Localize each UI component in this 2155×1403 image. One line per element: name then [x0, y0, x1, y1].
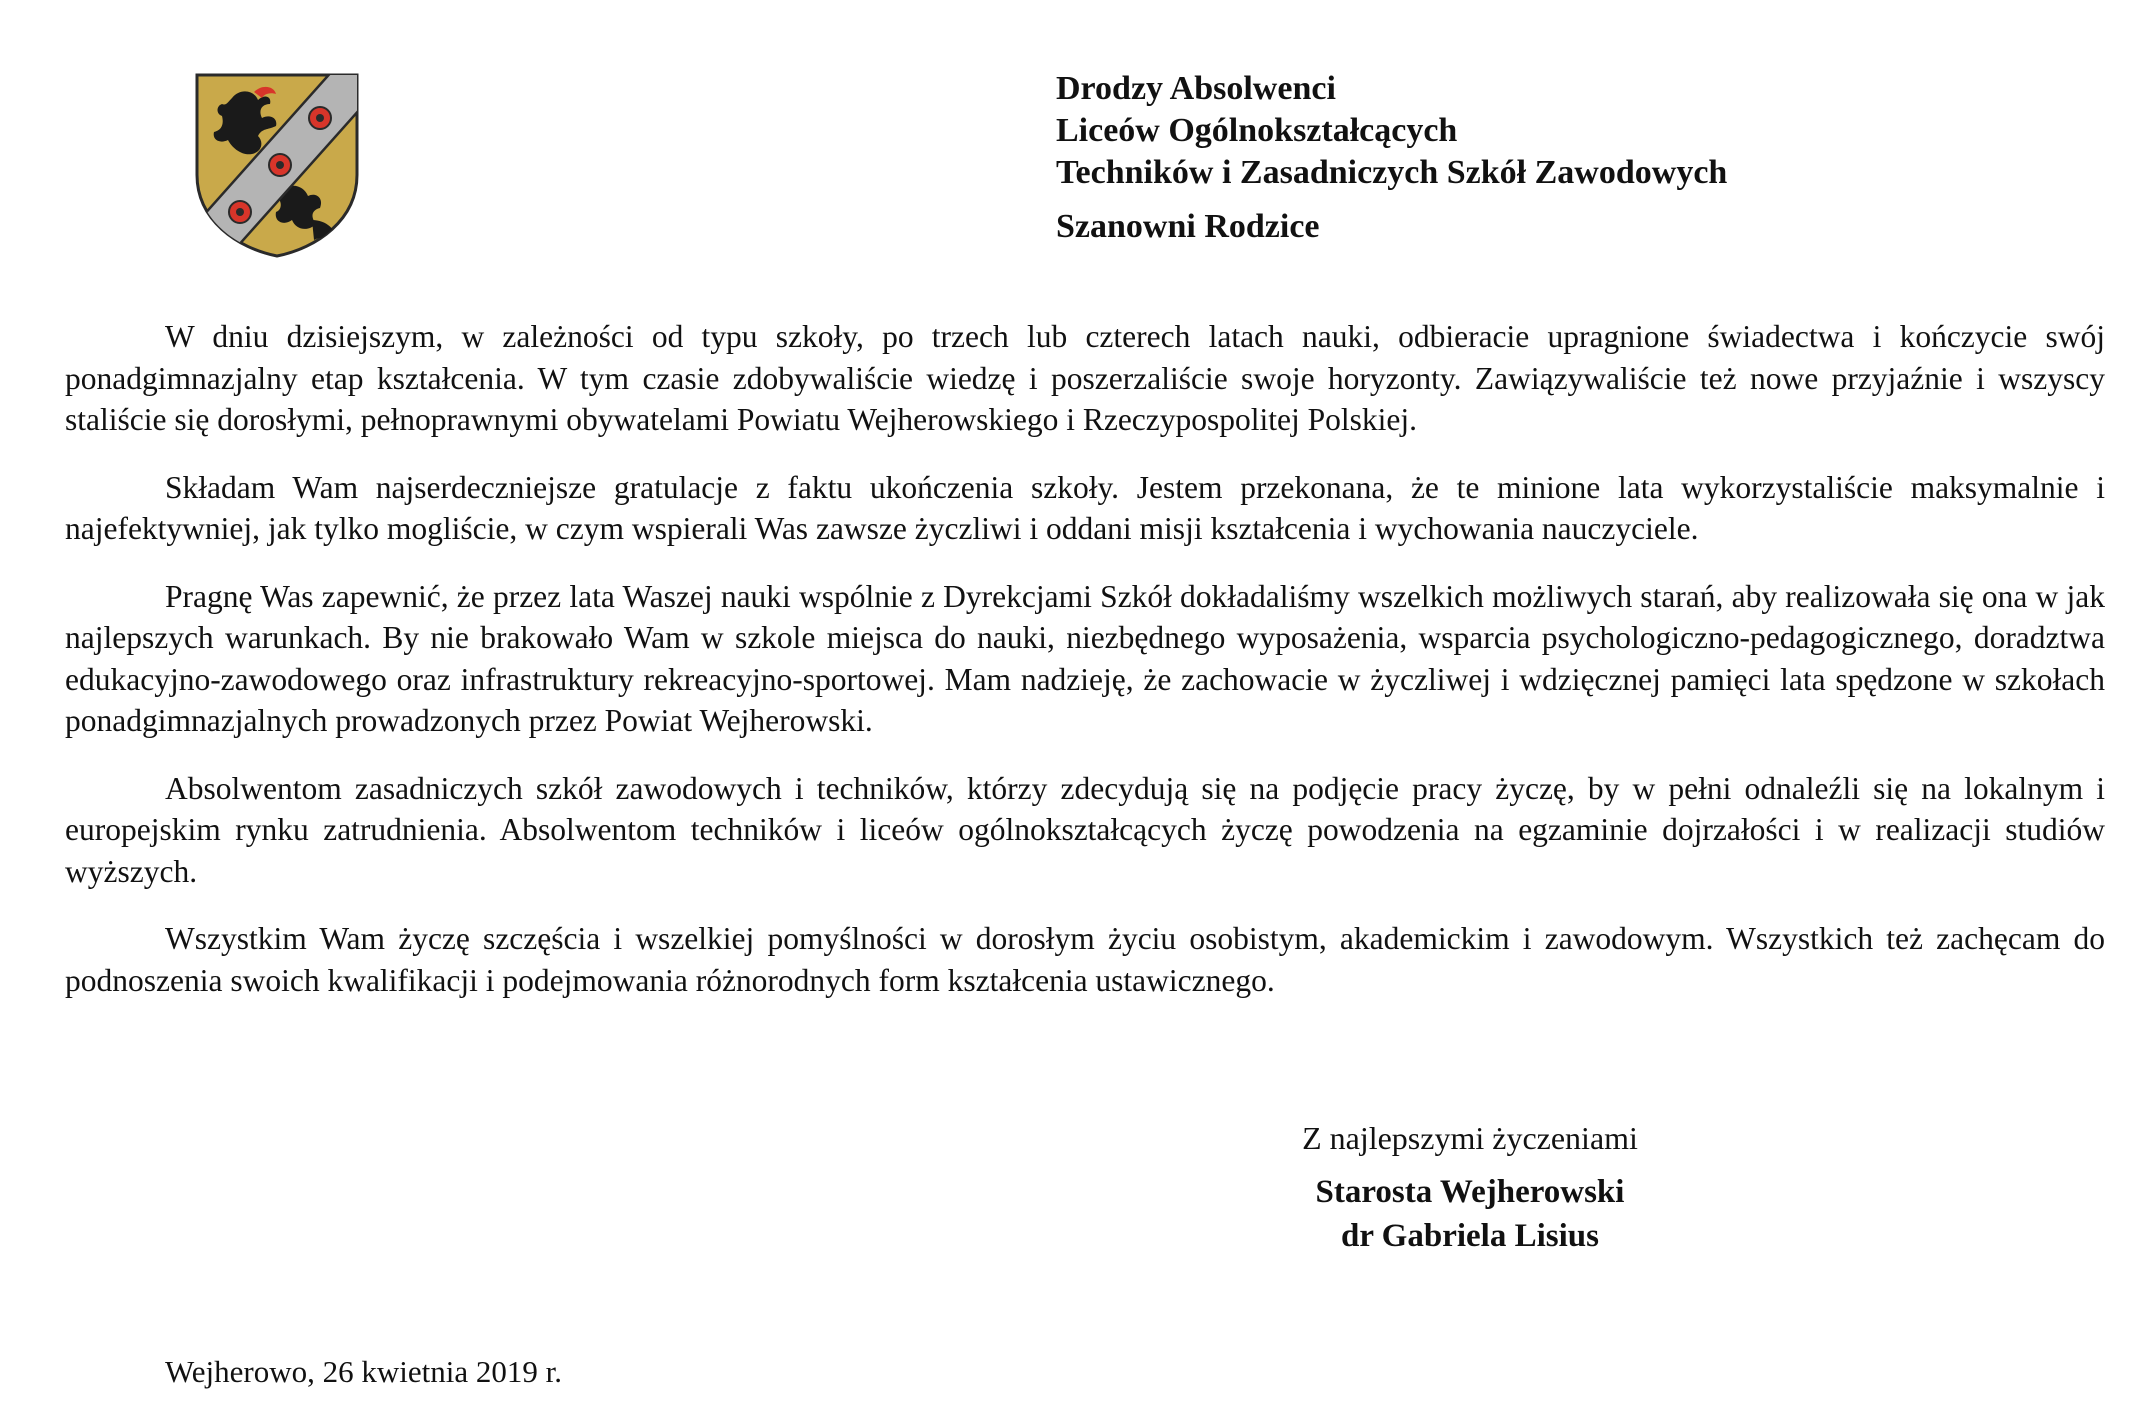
addressee-line: Liceów Ogólnokształcących	[1056, 112, 1458, 149]
paragraph: Wszystkim Wam życzę szczęścia i wszelkiej pomyślności w dorosłym życiu osobistym, akademickim i zawodowym. Wszystkich też zachęcam do podnoszenia swoich kwalifikacji i podejmowania różnorodnych form kształcenia ustawicznego.	[65, 921, 2105, 998]
rose-icon	[269, 154, 291, 176]
addressee-block	[1056, 68, 1727, 248]
rose-icon	[309, 107, 331, 129]
letter-body	[65, 316, 2105, 1027]
signer-name: dr Gabriela Lisius	[1341, 1218, 1599, 1254]
addressee-line: Drodzy Absolwenci	[1056, 70, 1336, 107]
paragraph: W dniu dzisiejszym, w zależności od typu szkoły, po trzech lub czterech latach nauki, odbieracie upragnione świadectwa i kończycie swój ponadgimnazjalny etap kształcenia. W tym czasie zdobywaliście wiedzę i poszerzaliście swoje horyzonty. Zawiązywaliście też nowe przyjaźnie i wszyscy staliście się dorosłymi, pełnoprawnymi obywatelami Powiatu Wejherowskiego i Rzeczypospolitej Polskiej.	[65, 319, 2105, 437]
coat-of-arms-icon	[192, 70, 362, 260]
addressee-line: Techników i Zasadniczych Szkół Zawodowych	[1056, 154, 1728, 191]
paragraph: Składam Wam najserdeczniejsze gratulacje z faktu ukończenia szkoły. Jestem przekonana, że te minione lata wykorzystaliście maksymalnie i najefektywniej, jak tylko mogliście, w czym wspierali Was zawsze życzliwi i oddani misji kształcenia i wychowania nauczyciele.	[65, 469, 2105, 546]
rose-icon	[229, 201, 251, 223]
signature-block	[1180, 1116, 1760, 1258]
greeting: Szanowni Rodzice	[1056, 208, 1320, 245]
signer-title: Starosta Wejherowski	[1315, 1174, 1625, 1210]
place-date: Wejherowo, 26 kwietnia 2019 r.	[165, 1354, 562, 1389]
paragraph: Pragnę Was zapewnić, że przez lata Waszej nauki wspólnie z Dyrekcjami Szkół dokładaliśmy wszelkich możliwych starań, aby realizowała się ona w jak najlepszych warunkach. By nie brakowało Wam w szkole miejsca do nauki, niezbędnego wyposażenia, wsparcia psychologiczno-pedagogicznego, doradztwa edukacyjno-zawodowego oraz infrastruktury rekreacyjno-sportowej. Mam nadzieję, że zachowacie w życzliwej i wdzięcznej pamięci lata spędzone w szkołach ponadgimnazjalnych prowadzonych przez Powiat Wejherowski.	[65, 578, 2105, 738]
paragraph: Absolwentom zasadniczych szkół zawodowych i techników, którzy zdecydują się na podjęcie pracy życzę, by w pełni odnaleźli się na lokalnym i europejskim rynku zatrudnienia. Absolwentom techników i liceów ogólnokształcących życzę powodzenia na egzaminie dojrzałości i w realizacji studiów wyższych.	[65, 770, 2105, 889]
closing-regards: Z najlepszymi życzeniami	[1302, 1120, 1638, 1156]
